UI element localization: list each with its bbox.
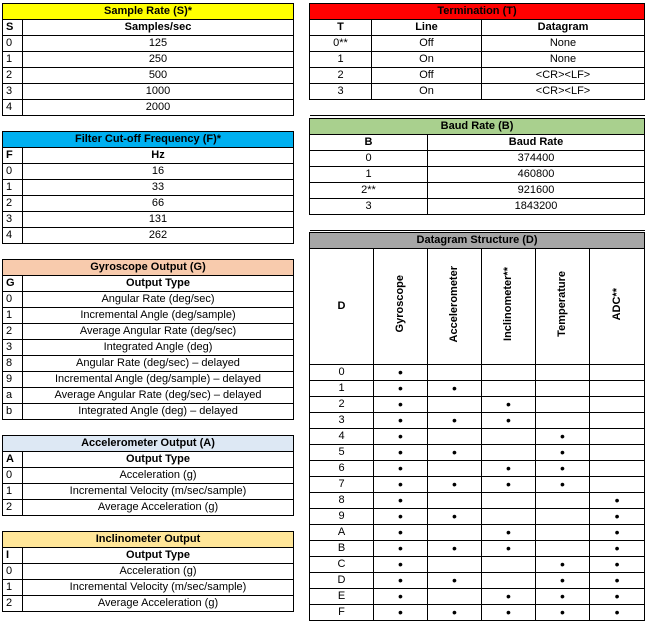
datagram-flag-cell bbox=[536, 381, 590, 397]
datagram-key: 3 bbox=[310, 413, 374, 429]
termination-cell: 0** bbox=[310, 36, 372, 52]
datagram-flag-cell bbox=[482, 573, 536, 589]
datagram-flag-cell bbox=[590, 461, 645, 477]
table-row bbox=[3, 388, 294, 404]
table-row bbox=[310, 541, 645, 557]
inclinometer-output-key: 0 bbox=[3, 564, 23, 580]
sample-rate-col-value: Samples/sec bbox=[23, 20, 294, 36]
datagram-col-header bbox=[374, 249, 428, 365]
inclinometer-output-col-key: I bbox=[3, 548, 23, 564]
datagram-flag-cell bbox=[590, 445, 645, 461]
accelerometer-output-value: Average Acceleration (g) bbox=[23, 500, 294, 516]
table-row bbox=[310, 365, 645, 381]
spacer-row bbox=[310, 215, 645, 231]
filter-cutoff-value: 262 bbox=[23, 228, 294, 244]
table-row bbox=[3, 484, 294, 500]
gyroscope-output-value: Angular Rate (deg/sec) – delayed bbox=[23, 356, 294, 372]
table-row bbox=[310, 589, 645, 605]
gyroscope-output-key: 2 bbox=[3, 324, 23, 340]
datagram-key: 1 bbox=[310, 381, 374, 397]
datagram-flag-cell: • bbox=[428, 509, 482, 525]
datagram-flag-cell: • bbox=[428, 605, 482, 621]
datagram-flag-cell bbox=[536, 413, 590, 429]
table-row bbox=[310, 413, 645, 429]
inclinometer-output-col-value: Output Type bbox=[23, 548, 294, 564]
table-row bbox=[310, 445, 645, 461]
filter-cutoff-value: 131 bbox=[23, 212, 294, 228]
baud-cell: 1843200 bbox=[428, 199, 645, 215]
sample-rate-title: Sample Rate (S)* bbox=[3, 4, 294, 20]
datagram-structure-table bbox=[309, 232, 645, 621]
termination-cell: Off bbox=[372, 36, 482, 52]
datagram-col-label: Inclinometer** bbox=[502, 267, 514, 341]
filter-cutoff-value: 16 bbox=[23, 164, 294, 180]
datagram-flag-cell: • bbox=[482, 589, 536, 605]
datagram-flag-cell: • bbox=[590, 525, 645, 541]
datagram-flag-cell: • bbox=[374, 477, 428, 493]
datagram-flag-cell bbox=[482, 381, 536, 397]
filter-cutoff-key: 3 bbox=[3, 212, 23, 228]
datagram-flag-cell bbox=[536, 509, 590, 525]
table-row bbox=[310, 573, 645, 589]
termination-cell: 3 bbox=[310, 84, 372, 100]
datagram-col-header bbox=[428, 249, 482, 365]
datagram-flag-cell: • bbox=[536, 477, 590, 493]
datagram-flag-cell bbox=[590, 381, 645, 397]
baud-cell: 460800 bbox=[428, 167, 645, 183]
gyroscope-output-value: Integrated Angle (deg) – delayed bbox=[23, 404, 294, 420]
baud-cell: 3 bbox=[310, 199, 428, 215]
gyroscope-output-title: Gyroscope Output (G) bbox=[3, 260, 294, 276]
termination-col-header: Line bbox=[372, 20, 482, 36]
datagram-key: C bbox=[310, 557, 374, 573]
datagram-flag-cell: • bbox=[428, 541, 482, 557]
datagram-flag-cell: • bbox=[482, 541, 536, 557]
gyroscope-output-col-value: Output Type bbox=[23, 276, 294, 292]
baud-cell: 0 bbox=[310, 151, 428, 167]
gyroscope-output-value: Incremental Angle (deg/sample) bbox=[23, 308, 294, 324]
filter-cutoff-col-key: F bbox=[3, 148, 23, 164]
sample-rate-value: 250 bbox=[23, 52, 294, 68]
gyroscope-output-key: 3 bbox=[3, 340, 23, 356]
accelerometer-output-col-key: A bbox=[3, 452, 23, 468]
datagram-col-header: D bbox=[310, 249, 374, 365]
spacer-row bbox=[3, 420, 294, 436]
baud-cell: 1 bbox=[310, 167, 428, 183]
baud-col-header: B bbox=[310, 135, 428, 151]
datagram-key: 4 bbox=[310, 429, 374, 445]
table-row bbox=[3, 468, 294, 484]
termination-cell: 2 bbox=[310, 68, 372, 84]
datagram-flag-cell: • bbox=[482, 525, 536, 541]
gyroscope-output-key: 1 bbox=[3, 308, 23, 324]
table-row bbox=[3, 292, 294, 308]
datagram-flag-cell: • bbox=[428, 573, 482, 589]
sample-rate-key: 4 bbox=[3, 100, 23, 116]
inclinometer-output-value: Average Acceleration (g) bbox=[23, 596, 294, 612]
datagram-title: Datagram Structure (D) bbox=[310, 233, 645, 249]
datagram-flag-cell: • bbox=[374, 445, 428, 461]
table-row bbox=[3, 372, 294, 388]
datagram-flag-cell: • bbox=[590, 589, 645, 605]
datagram-flag-cell bbox=[428, 493, 482, 509]
datagram-flag-cell: • bbox=[374, 365, 428, 381]
table-row bbox=[3, 356, 294, 372]
datagram-flag-cell: • bbox=[536, 557, 590, 573]
datagram-key: B bbox=[310, 541, 374, 557]
accelerometer-output-title: Accelerometer Output (A) bbox=[3, 436, 294, 452]
datagram-key: 9 bbox=[310, 509, 374, 525]
termination-table bbox=[309, 3, 645, 116]
inclinometer-output-value: Acceleration (g) bbox=[23, 564, 294, 580]
spacer-row bbox=[310, 100, 645, 116]
termination-col-header: T bbox=[310, 20, 372, 36]
table-row bbox=[310, 52, 645, 68]
filter-cutoff-key: 4 bbox=[3, 228, 23, 244]
sample-rate-key: 3 bbox=[3, 84, 23, 100]
table-row bbox=[3, 228, 294, 244]
datagram-flag-cell bbox=[428, 525, 482, 541]
datagram-flag-cell: • bbox=[536, 573, 590, 589]
table-row bbox=[3, 84, 294, 100]
table-row bbox=[3, 212, 294, 228]
accelerometer-output-value: Acceleration (g) bbox=[23, 468, 294, 484]
baud-cell: 2** bbox=[310, 183, 428, 199]
datagram-flag-cell: • bbox=[374, 557, 428, 573]
table-row bbox=[3, 580, 294, 596]
datagram-key: 5 bbox=[310, 445, 374, 461]
table-row bbox=[310, 397, 645, 413]
datagram-col-header bbox=[482, 249, 536, 365]
datagram-flag-cell bbox=[428, 461, 482, 477]
datagram-flag-cell bbox=[428, 589, 482, 605]
termination-title: Termination (T) bbox=[310, 4, 645, 20]
datagram-key: 6 bbox=[310, 461, 374, 477]
datagram-flag-cell: • bbox=[482, 461, 536, 477]
accelerometer-output-col-value: Output Type bbox=[23, 452, 294, 468]
datagram-flag-cell: • bbox=[536, 429, 590, 445]
datagram-flag-cell bbox=[482, 557, 536, 573]
table-row bbox=[310, 493, 645, 509]
termination-cell: On bbox=[372, 84, 482, 100]
datagram-flag-cell: • bbox=[590, 493, 645, 509]
datagram-flag-cell: • bbox=[428, 477, 482, 493]
table-row bbox=[3, 324, 294, 340]
termination-cell: <CR><LF> bbox=[482, 84, 645, 100]
table-row bbox=[310, 199, 645, 215]
table-row bbox=[3, 36, 294, 52]
table-row bbox=[310, 381, 645, 397]
table-row bbox=[3, 340, 294, 356]
datagram-flag-cell bbox=[536, 525, 590, 541]
table-row bbox=[310, 557, 645, 573]
filter-cutoff-key: 1 bbox=[3, 180, 23, 196]
datagram-flag-cell: • bbox=[482, 477, 536, 493]
spacer-row bbox=[3, 516, 294, 532]
filter-cutoff-key: 0 bbox=[3, 164, 23, 180]
datagram-flag-cell bbox=[590, 365, 645, 381]
gyroscope-output-key: 9 bbox=[3, 372, 23, 388]
datagram-col-label: Gyroscope bbox=[394, 275, 406, 333]
datagram-flag-cell: • bbox=[536, 589, 590, 605]
datagram-col-header bbox=[536, 249, 590, 365]
inclinometer-output-key: 1 bbox=[3, 580, 23, 596]
filter-cutoff-value: 33 bbox=[23, 180, 294, 196]
sample-rate-value: 2000 bbox=[23, 100, 294, 116]
datagram-flag-cell: • bbox=[428, 413, 482, 429]
table-row bbox=[3, 100, 294, 116]
baud-cell: 921600 bbox=[428, 183, 645, 199]
datagram-flag-cell: • bbox=[374, 573, 428, 589]
filter-cutoff-title: Filter Cut-off Frequency (F)* bbox=[3, 132, 294, 148]
filter-cutoff-value: 66 bbox=[23, 196, 294, 212]
datagram-flag-cell: • bbox=[374, 493, 428, 509]
datagram-key: A bbox=[310, 525, 374, 541]
datagram-flag-cell: • bbox=[590, 605, 645, 621]
termination-cell: <CR><LF> bbox=[482, 68, 645, 84]
table-row bbox=[3, 564, 294, 580]
datagram-flag-cell bbox=[482, 493, 536, 509]
baud-cell: 374400 bbox=[428, 151, 645, 167]
datagram-flag-cell: • bbox=[590, 541, 645, 557]
table-row bbox=[310, 36, 645, 52]
datagram-key: 0 bbox=[310, 365, 374, 381]
datagram-flag-cell: • bbox=[590, 557, 645, 573]
table-row bbox=[310, 461, 645, 477]
sample-rate-key: 2 bbox=[3, 68, 23, 84]
datagram-flag-cell: • bbox=[374, 413, 428, 429]
termination-cell: Off bbox=[372, 68, 482, 84]
termination-cell: None bbox=[482, 52, 645, 68]
gyroscope-output-value: Integrated Angle (deg) bbox=[23, 340, 294, 356]
datagram-flag-cell bbox=[482, 509, 536, 525]
datagram-flag-cell: • bbox=[590, 573, 645, 589]
datagram-flag-cell bbox=[536, 365, 590, 381]
accelerometer-output-value: Incremental Velocity (m/sec/sample) bbox=[23, 484, 294, 500]
datagram-flag-cell bbox=[428, 397, 482, 413]
sample-rate-value: 1000 bbox=[23, 84, 294, 100]
table-row bbox=[3, 500, 294, 516]
datagram-flag-cell bbox=[428, 365, 482, 381]
baud-rate-table bbox=[309, 118, 645, 231]
datagram-flag-cell: • bbox=[374, 429, 428, 445]
baud-col-header: Baud Rate bbox=[428, 135, 645, 151]
table-row bbox=[3, 68, 294, 84]
datagram-flag-cell: • bbox=[536, 605, 590, 621]
spacer-row bbox=[3, 116, 294, 132]
accelerometer-output-key: 1 bbox=[3, 484, 23, 500]
datagram-flag-cell bbox=[536, 493, 590, 509]
table-row bbox=[310, 525, 645, 541]
sample-rate-value: 500 bbox=[23, 68, 294, 84]
sample-rate-key: 0 bbox=[3, 36, 23, 52]
gyroscope-output-value: Average Angular Rate (deg/sec) – delayed bbox=[23, 388, 294, 404]
datagram-col-label: Accelerometer bbox=[448, 265, 460, 343]
datagram-flag-cell: • bbox=[536, 445, 590, 461]
left-config-table bbox=[2, 3, 294, 612]
datagram-flag-cell: • bbox=[374, 541, 428, 557]
datagram-flag-cell: • bbox=[374, 397, 428, 413]
gyroscope-output-key: a bbox=[3, 388, 23, 404]
gyroscope-output-key: 8 bbox=[3, 356, 23, 372]
datagram-key: 8 bbox=[310, 493, 374, 509]
table-row bbox=[310, 605, 645, 621]
datagram-flag-cell: • bbox=[482, 605, 536, 621]
table-row bbox=[310, 84, 645, 100]
termination-cell: 1 bbox=[310, 52, 372, 68]
table-row bbox=[3, 404, 294, 420]
table-row bbox=[3, 52, 294, 68]
datagram-flag-cell: • bbox=[482, 397, 536, 413]
table-row bbox=[310, 509, 645, 525]
datagram-flag-cell: • bbox=[536, 461, 590, 477]
sample-rate-key: 1 bbox=[3, 52, 23, 68]
accelerometer-output-key: 2 bbox=[3, 500, 23, 516]
datagram-flag-cell: • bbox=[428, 381, 482, 397]
termination-col-header: Datagram bbox=[482, 20, 645, 36]
sample-rate-value: 125 bbox=[23, 36, 294, 52]
gyroscope-output-col-key: G bbox=[3, 276, 23, 292]
sample-rate-col-key: S bbox=[3, 20, 23, 36]
table-row bbox=[310, 429, 645, 445]
gyroscope-output-key: b bbox=[3, 404, 23, 420]
table-row bbox=[310, 68, 645, 84]
datagram-flag-cell: • bbox=[482, 413, 536, 429]
datagram-flag-cell bbox=[482, 445, 536, 461]
datagram-flag-cell: • bbox=[374, 381, 428, 397]
inclinometer-output-key: 2 bbox=[3, 596, 23, 612]
datagram-flag-cell bbox=[590, 413, 645, 429]
datagram-flag-cell bbox=[428, 557, 482, 573]
datagram-flag-cell bbox=[536, 541, 590, 557]
datagram-flag-cell: • bbox=[374, 589, 428, 605]
datagram-key: F bbox=[310, 605, 374, 621]
datagram-key: E bbox=[310, 589, 374, 605]
datagram-flag-cell: • bbox=[374, 461, 428, 477]
datagram-key: 7 bbox=[310, 477, 374, 493]
datagram-flag-cell bbox=[590, 429, 645, 445]
accelerometer-output-key: 0 bbox=[3, 468, 23, 484]
datagram-key: 2 bbox=[310, 397, 374, 413]
filter-cutoff-key: 2 bbox=[3, 196, 23, 212]
datagram-col-label: ADC** bbox=[610, 287, 623, 321]
inclinometer-output-title: Inclinometer Output bbox=[3, 532, 294, 548]
spacer-row bbox=[3, 244, 294, 260]
gyroscope-output-value: Average Angular Rate (deg/sec) bbox=[23, 324, 294, 340]
table-row bbox=[3, 180, 294, 196]
gyroscope-output-key: 0 bbox=[3, 292, 23, 308]
datagram-flag-cell bbox=[482, 429, 536, 445]
datagram-flag-cell: • bbox=[428, 445, 482, 461]
table-row bbox=[3, 164, 294, 180]
table-row bbox=[310, 167, 645, 183]
datagram-flag-cell: • bbox=[590, 509, 645, 525]
table-row bbox=[3, 308, 294, 324]
datagram-col-label: Temperature bbox=[556, 271, 568, 337]
table-row bbox=[3, 196, 294, 212]
datagram-flag-cell bbox=[590, 477, 645, 493]
table-row bbox=[310, 477, 645, 493]
baud-rate-title: Baud Rate (B) bbox=[310, 119, 645, 135]
datagram-col-header bbox=[590, 249, 645, 365]
inclinometer-output-value: Incremental Velocity (m/sec/sample) bbox=[23, 580, 294, 596]
filter-cutoff-col-value: Hz bbox=[23, 148, 294, 164]
datagram-flag-cell bbox=[536, 397, 590, 413]
termination-cell: None bbox=[482, 36, 645, 52]
termination-cell: On bbox=[372, 52, 482, 68]
datagram-flag-cell bbox=[482, 365, 536, 381]
table-row bbox=[310, 151, 645, 167]
datagram-key: D bbox=[310, 573, 374, 589]
gyroscope-output-value: Incremental Angle (deg/sample) – delayed bbox=[23, 372, 294, 388]
table-row bbox=[310, 183, 645, 199]
table-row bbox=[3, 596, 294, 612]
datagram-flag-cell bbox=[428, 429, 482, 445]
datagram-flag-cell: • bbox=[374, 509, 428, 525]
gyroscope-output-value: Angular Rate (deg/sec) bbox=[23, 292, 294, 308]
datagram-flag-cell: • bbox=[374, 605, 428, 621]
datagram-flag-cell: • bbox=[374, 525, 428, 541]
datagram-flag-cell bbox=[590, 397, 645, 413]
